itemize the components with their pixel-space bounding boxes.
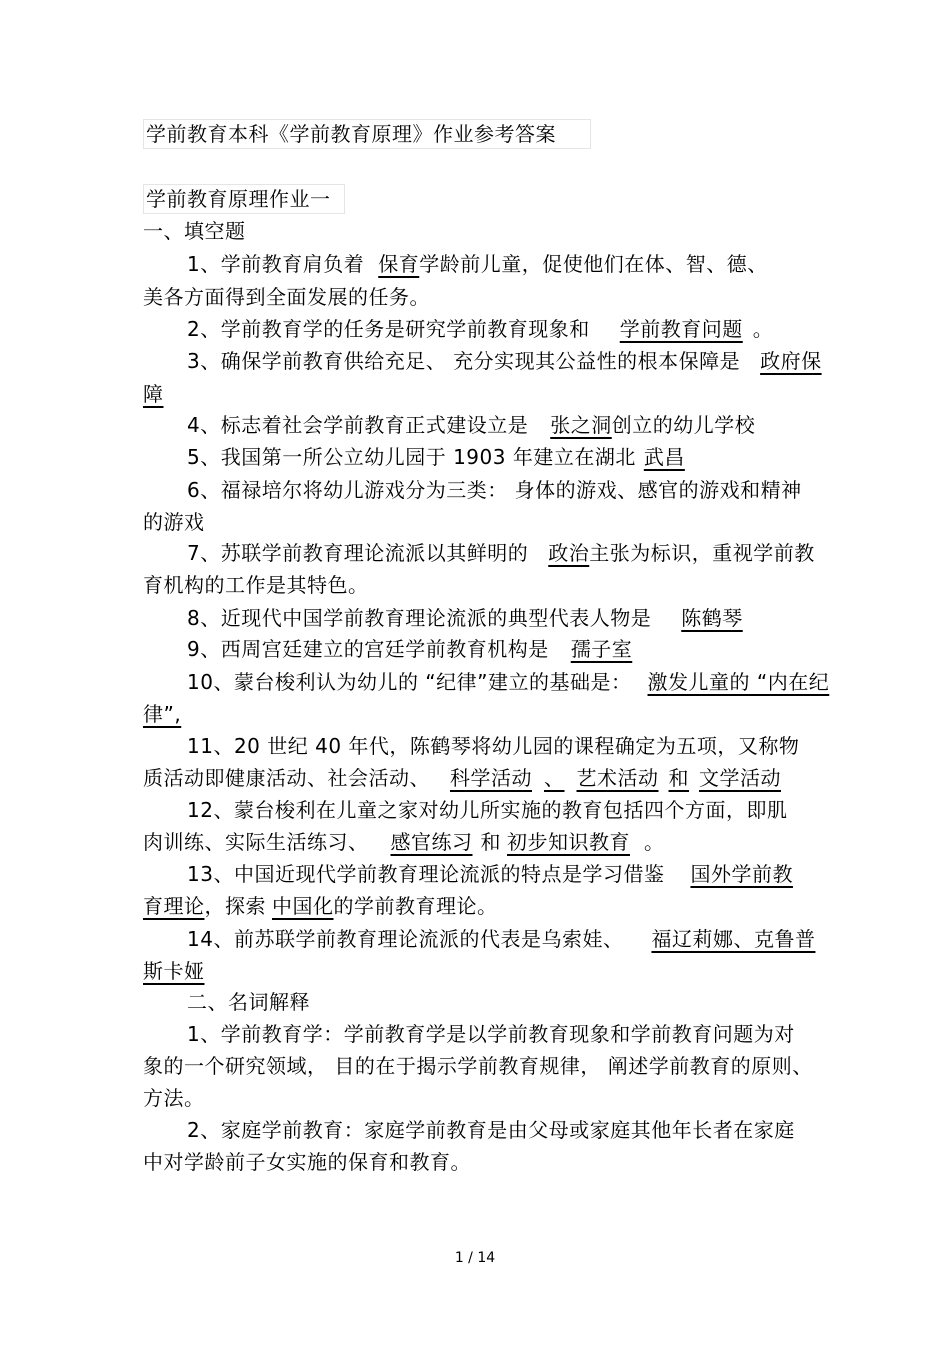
question-14: 14、前苏联学前教育理论流派的代表是乌索娃、 福辽莉娜、克鲁普 — [187, 927, 816, 951]
answer-3: 政府保 — [760, 349, 822, 373]
document-subtitle: 学前教育原理作业一 — [143, 184, 345, 214]
page-number: 1 / 14 — [454, 1250, 496, 1266]
question-11: 11、20 世纪 40 年代，陈鹤琴将幼儿园的课程确定为五项，又称物 — [187, 734, 800, 758]
answer-9: 孺子室 — [570, 637, 633, 661]
question-11-cont: 质活动即健康活动、社会活动、 科学活动 、 艺术活动 和 文学活动 — [143, 766, 781, 790]
definition-2-cont: 中对学龄前子女实施的保育和教育。 — [143, 1150, 471, 1174]
answer-13-china: 中国化 — [272, 894, 334, 918]
question-7: 7、苏联学前教育理论流派以其鲜明的 政治主张为标识，重视学前教 — [187, 541, 815, 565]
answer-12-sensory: 感官练习 — [390, 830, 473, 854]
question-5: 5、我国第一所公立幼儿园于 1903 年建立在湖北 武昌 — [187, 445, 685, 469]
question-8: 8、近现代中国学前教育理论流派的典型代表人物是 陈鹤琴 — [187, 606, 743, 630]
answer-14-cont: 斯卡娅 — [143, 959, 205, 983]
section-heading-fill-blank: 一、填空题 — [143, 219, 246, 243]
question-3: 3、确保学前教育供给充足、 充分实现其公益性的根本保障是 政府保 — [187, 349, 822, 373]
answer-10: 激发儿童的 “内在纪 — [647, 670, 830, 694]
definition-1: 1、学前教育学：学前教育学是以学前教育现象和学前教育问题为对 — [187, 1022, 795, 1046]
answer-11-art: 艺术活动 — [576, 766, 659, 790]
question-7-cont: 育机构的工作是其特色。 — [143, 573, 369, 597]
question-1-cont: 美各方面得到全面发展的任务。 — [143, 285, 430, 309]
question-9: 9、西周宫廷建立的宫廷学前教育机构是 孺子室 — [187, 637, 633, 661]
answer-10-cont: 律”, — [143, 702, 182, 726]
answer-4: 张之洞 — [550, 413, 612, 437]
section-heading-definitions: 二、名词解释 — [187, 990, 310, 1014]
answer-11-literature: 文学活动 — [699, 766, 781, 790]
question-13: 13、中国近现代学前教育理论流派的特点是学习借鉴 国外学前教 — [187, 862, 793, 886]
question-4: 4、标志着社会学前教育正式建设立是 张之洞创立的幼儿学校 — [187, 413, 756, 437]
definition-2: 2、家庭学前教育：家庭学前教育是由父母或家庭其他年长者在家庭 — [187, 1118, 795, 1142]
answer-11-science: 科学活动 — [450, 766, 532, 790]
answer-12-knowledge: 初步知识教育 — [507, 830, 630, 854]
definition-1-end: 方法。 — [143, 1086, 205, 1110]
question-10: 10、蒙台梭利认为幼儿的 “纪律”建立的基础是： 激发儿童的 “内在纪 — [187, 670, 830, 694]
answer-8: 陈鹤琴 — [681, 606, 743, 630]
question-6: 6、福禄培尔将幼儿游戏分为三类： 身体的游戏、感官的游戏和精神 — [187, 478, 802, 502]
document-title: 学前教育本科《学前教育原理》作业参考答案 — [143, 119, 591, 149]
question-6-cont: 的游戏 — [143, 510, 205, 534]
answer-2: 学前教育问题 — [619, 317, 743, 341]
answer-5: 武昌 — [643, 445, 685, 469]
answer-1: 保育 — [378, 252, 420, 276]
question-13-cont: 育理论，探索 中国化的学前教育理论。 — [143, 894, 498, 918]
definition-1-cont: 象的一个研究领域， 目的在于揭示学前教育规律， 阐述学前教育的原则、 — [143, 1054, 813, 1078]
question-2: 2、学前教育学的任务是研究学前教育现象和 学前教育问题 。 — [187, 317, 774, 341]
answer-14: 福辽莉娜、克鲁普 — [651, 927, 816, 951]
answer-13-foreign: 国外学前教 — [690, 862, 793, 886]
question-1: 1、学前教育肩负着 保育学龄前儿童，促使他们在体、智、德、 — [187, 252, 768, 276]
answer-3-cont: 障 — [143, 382, 164, 406]
question-12-cont: 肉训练、实际生活练习、 感官练习 和 初步知识教育 。 — [143, 830, 665, 854]
answer-7: 政治 — [548, 541, 590, 565]
question-12: 12、蒙台梭利在儿童之家对幼儿所实施的教育包括四个方面，即肌 — [187, 798, 788, 822]
